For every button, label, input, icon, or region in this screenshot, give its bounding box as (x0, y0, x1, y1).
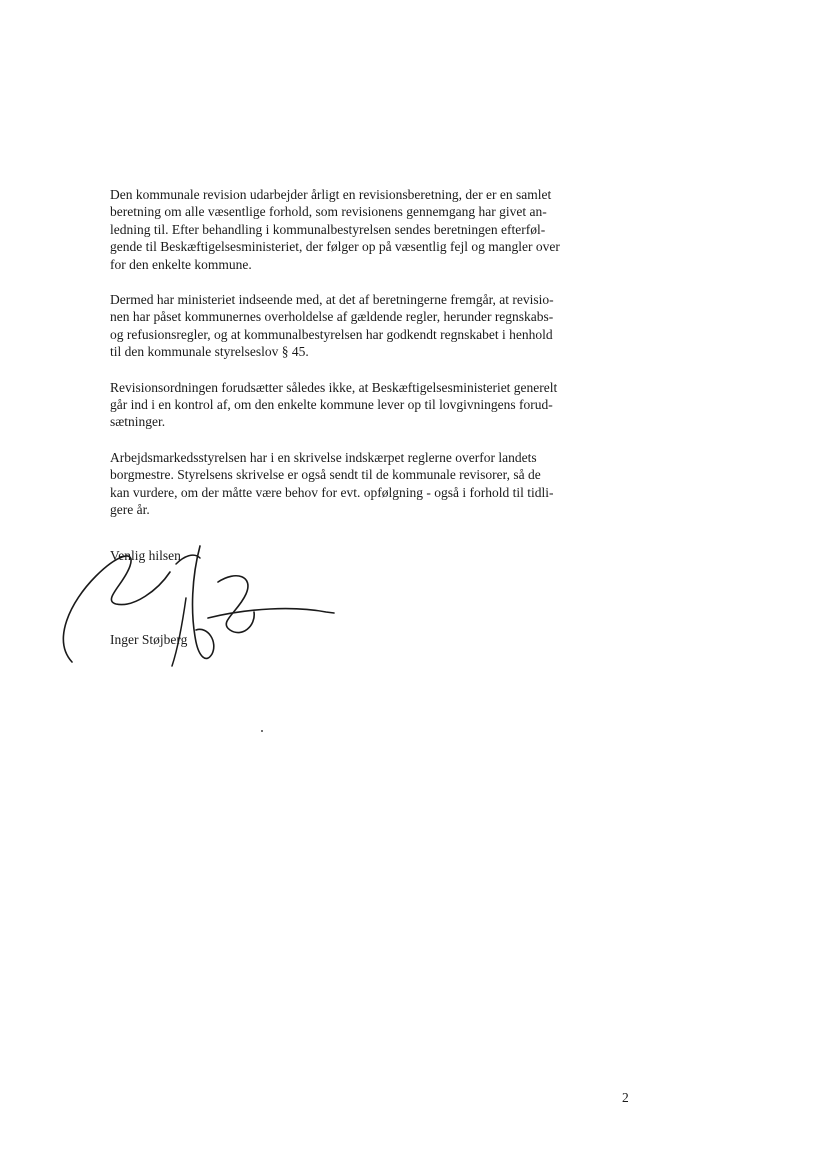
body-line: nen har påset kommunernes overholdelse af gældende regler, herunder regnskabs- (110, 309, 554, 325)
body-line: og refusionsregler, og at kommunalbestyrelsen har godkendt regnskabet i henhold (110, 326, 553, 342)
body-line: Dermed har ministeriet indseende med, at det af beretningerne fremgår, at revisio- (110, 292, 554, 308)
body-line: Arbejdsmarkedsstyrelsen har i en skrivelse indskærpet reglerne overfor landets (110, 449, 537, 465)
body-line: Revisionsordningen forudsætter således ikke, at Beskæftigelsesministeriet generelt (110, 379, 558, 395)
body-line: til den kommunale styrelseslov § 45. (110, 344, 309, 360)
handwritten-signature-icon (58, 542, 348, 672)
body-line: Den kommunale revision udarbejder årligt en revisionsberetning, der er en samlet (110, 187, 552, 202)
paragraph-4 (110, 449, 630, 519)
paragraph-1 (110, 186, 630, 273)
body-line: kan vurdere, om der måtte være behov for evt. opfølgning - også i forhold til tidli- (110, 484, 554, 500)
paragraph-2 (110, 291, 630, 361)
body-line: beretning om alle væsentlige forhold, som revisionens gennemgang har givet an- (110, 204, 547, 220)
body-line: sætninger. (110, 414, 166, 430)
signer-name: Inger Støjberg (110, 632, 188, 647)
paragraph-3 (110, 379, 630, 431)
page-number: 2 (622, 1090, 629, 1105)
body-line: ledning til. Efter behandling i kommunalbestyrelsen sendes beretningen efterføl- (110, 221, 546, 237)
body-line: gere år. (110, 502, 150, 518)
body-line: borgmestre. Styrelsens skrivelse er også sendt til de kommunale revisorer, så de (110, 467, 541, 483)
scan-artifact-dot (261, 730, 263, 732)
body-line: gende til Beskæftigelsesministeriet, der følger op på væsentlig fejl og mangler over (110, 239, 560, 255)
body-line: for den enkelte kommune. (110, 256, 252, 272)
body-line: går ind i en kontrol af, om den enkelte kommune lever op til lovgivningens forud- (110, 397, 553, 413)
letter-body (110, 186, 630, 537)
closing-salutation: Venlig hilsen (110, 548, 181, 563)
